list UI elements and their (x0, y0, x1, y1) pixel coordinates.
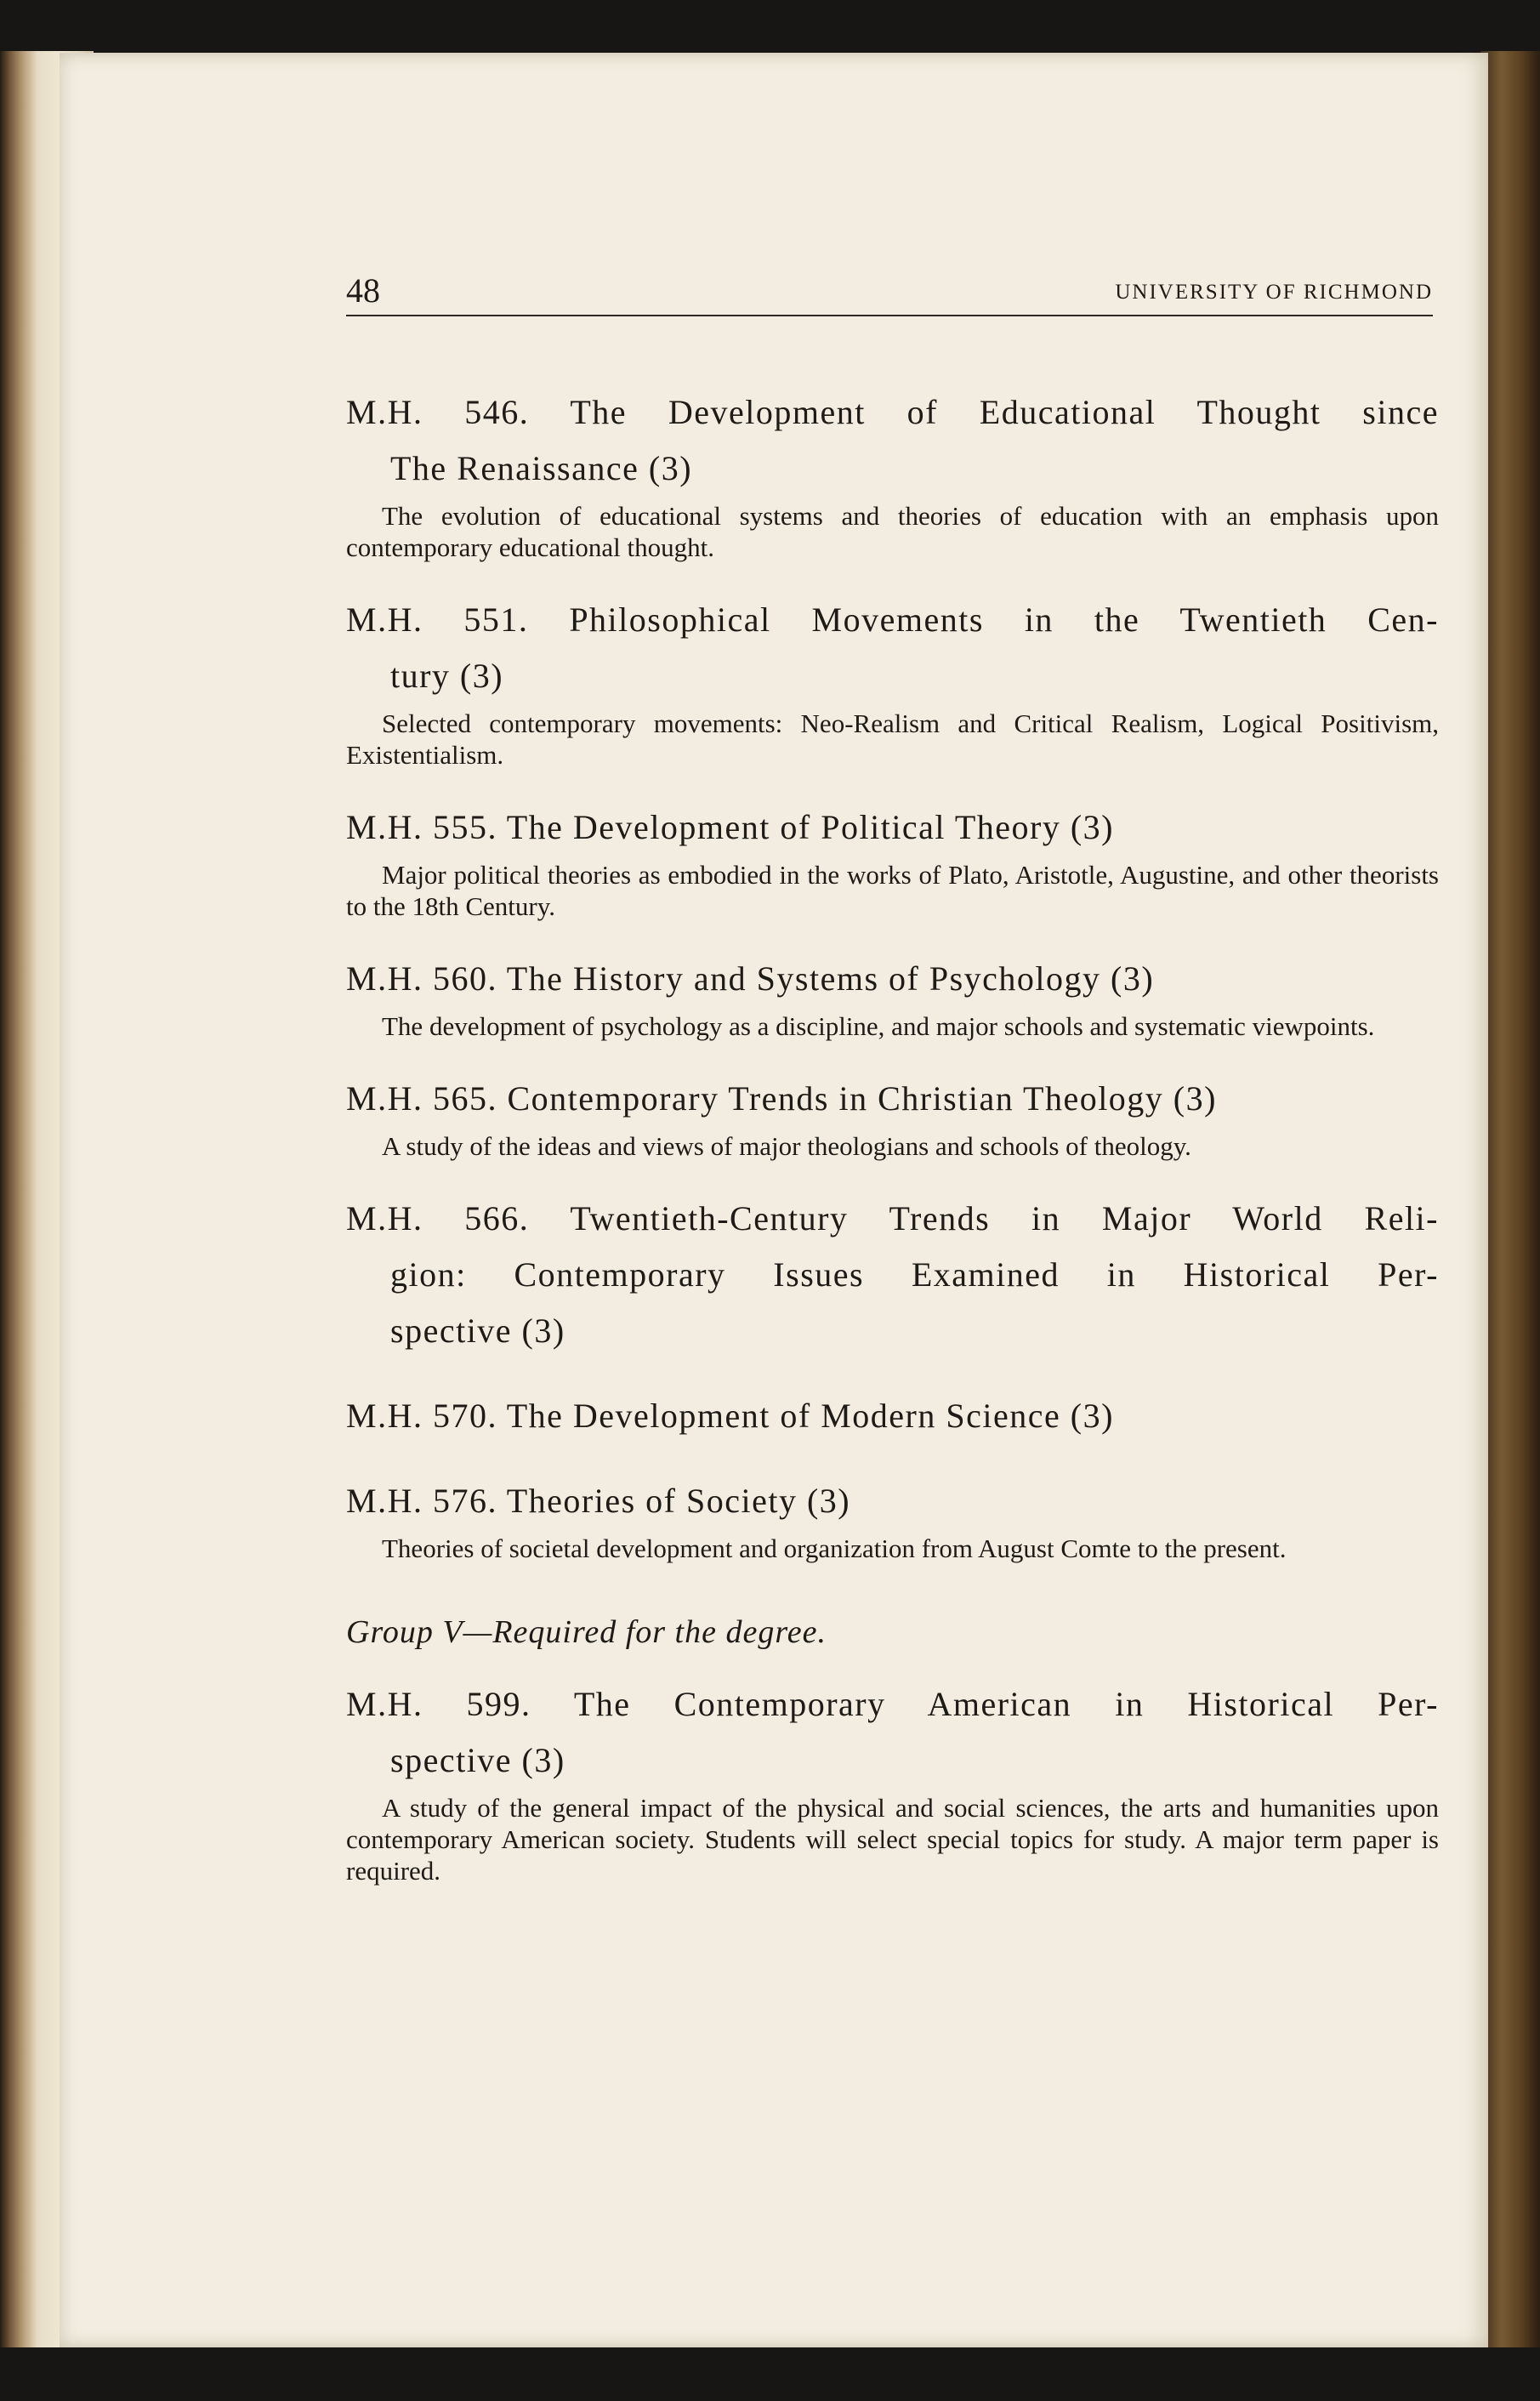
course-description: Theories of societal development and organization from August Comte to the present. (382, 1533, 1287, 1563)
course-description: A study of the ideas and views of major theologians and schools of theology. (382, 1131, 1191, 1161)
course-entry-mh-570 (346, 1388, 1439, 1444)
course-entry-mh-555 (346, 799, 1439, 922)
course-heading: M.H. 560. The History and Systems of Psychology (3) (346, 959, 1155, 998)
course-heading: M.H. 565. Contemporary Trends in Christian Theology (3) (346, 1079, 1217, 1118)
course-heading: M.H. 551. Philosophical Movements in the Twentieth Cen- (346, 600, 1439, 639)
course-entry-mh-576 (346, 1473, 1439, 1564)
course-heading: M.H. 546. The Development of Educational Thought since (346, 393, 1439, 431)
book-right-cover-edge (1480, 51, 1540, 2347)
running-head-title: UNIVERSITY OF RICHMOND (1115, 281, 1433, 304)
course-entry-mh-560 (346, 951, 1439, 1042)
book-page (60, 53, 1488, 2347)
course-heading-continued: spective (3) (390, 1311, 565, 1350)
course-heading: M.H. 570. The Development of Modern Science (3) (346, 1397, 1114, 1435)
course-heading: M.H. 555. The Development of Political Theory (3) (346, 808, 1114, 846)
course-entry-mh-599 (346, 1676, 1439, 1886)
page-number: 48 (346, 271, 380, 310)
course-description: Major political theories as embodied in the works of Plato, Aristotle, Augustine, and other theorists to the 18th Century. (346, 860, 1439, 921)
course-heading: M.H. 599. The Contemporary American in Historical Per- (346, 1685, 1439, 1723)
course-entry-mh-566 (346, 1191, 1439, 1359)
course-description: The development of psychology as a discipline, and major schools and systematic viewpoints. (382, 1011, 1375, 1041)
course-heading: M.H. 576. Theories of Society (3) (346, 1482, 851, 1520)
course-heading-continued: gion: Contemporary Issues Examined in Historical Per- (390, 1255, 1439, 1294)
course-entry-mh-551 (346, 592, 1439, 771)
course-heading-continued: The Renaissance (3) (390, 449, 693, 487)
group-v-title: Group V—Required for the degree. (346, 1614, 827, 1650)
course-entry-mh-546 (346, 384, 1439, 563)
course-description: A study of the general impact of the physical and social sciences, the arts and humanities upon contemporary American society. Students will select special topics for study. A major term paper is required. (346, 1793, 1439, 1886)
course-description: The evolution of educational systems and theories of education with an emphasis upon contemporary educational thought. (346, 501, 1439, 562)
course-listing (346, 384, 1439, 1915)
course-entry-mh-565 (346, 1071, 1439, 1162)
running-head (346, 270, 1433, 316)
course-heading-continued: tury (3) (390, 657, 504, 695)
course-heading: M.H. 566. Twentieth-Century Trends in Major World Reli- (346, 1199, 1439, 1237)
course-heading-continued: spective (3) (390, 1741, 565, 1779)
course-description: Selected contemporary movements: Neo-Realism and Critical Realism, Logical Positivism, Existentialism. (346, 708, 1439, 770)
